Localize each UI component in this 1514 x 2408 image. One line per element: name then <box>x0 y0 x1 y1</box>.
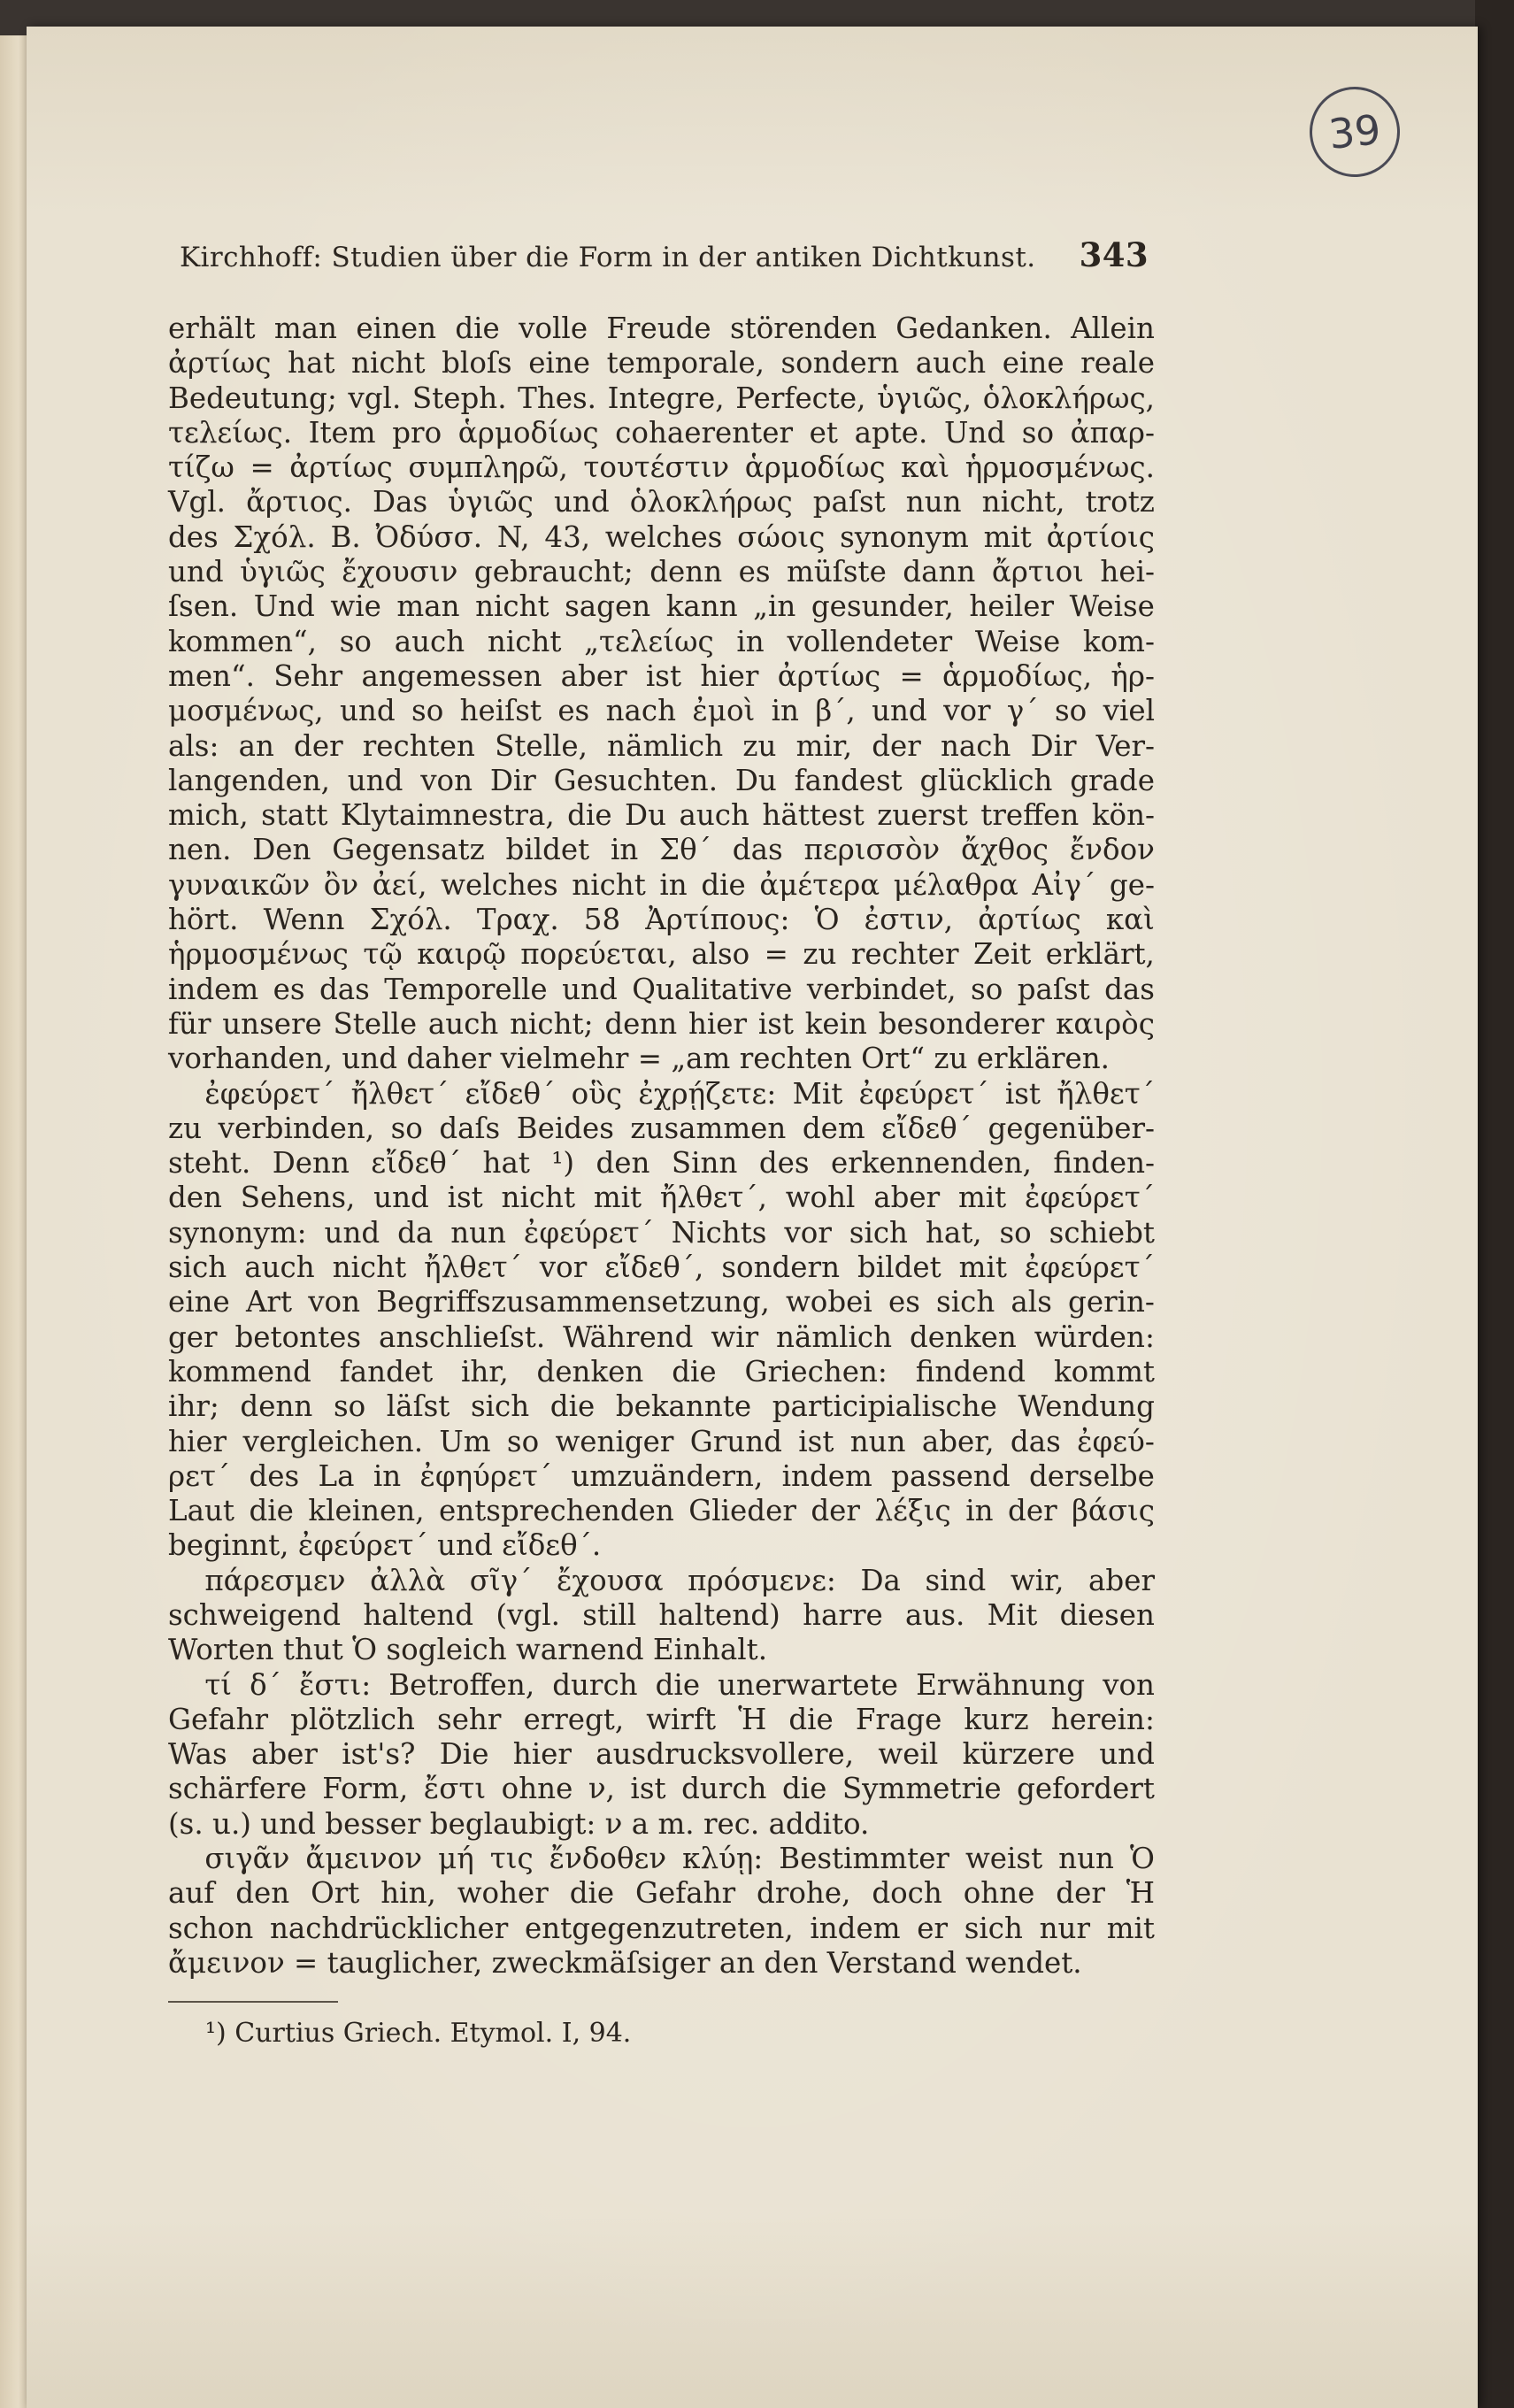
text-line: langenden, und von Dir Gesuchten. Du fandest glücklich grade <box>168 763 1155 797</box>
text-line: indem es das Temporelle und Qualitative verbindet, so paſst das <box>168 972 1155 1006</box>
text-line: Laut die kleinen, entsprechenden Glieder der λέξις in der βάσις <box>168 1494 1155 1528</box>
text-line: sich auch nicht ἤλθετ΄ vor εἴδεθ΄, sondern bildet mit ἐφεύρετ΄ <box>168 1250 1155 1285</box>
text-line: zu verbinden, so daſs Beides zusammen dem εἴδεθ΄ gegenüber- <box>168 1111 1155 1145</box>
text-line: (s. u.) und besser beglaubigt: ν a m. rec. addito. <box>168 1806 870 1841</box>
text-line: vorhanden, und daher vielmehr = „am rechten Ort“ zu erklären. <box>168 1042 1110 1076</box>
folio-number: 39 <box>1326 105 1383 158</box>
text-line: schärfere Form, ἔστι ohne ν, ist durch die Symmetrie gefordert <box>168 1772 1155 1806</box>
text-line: nen. Den Gegensatz bildet in Σθ΄ das περισσὸν ἄχθος ἔνδον <box>168 833 1155 867</box>
text-line: γυναικῶν ὂν ἀεί, welches nicht in die ἀμέτερα μέλαθρα Αἰγ΄ ge- <box>168 867 1155 902</box>
text-line: Vgl. ἄρτιος. Das ὑγιῶς und ὁλοκλήρως paſst nun nicht, trotz <box>168 485 1155 519</box>
text-line: erhält man einen die volle Freude störenden Gedanken. Allein <box>168 312 1155 345</box>
text-line: τελείως. Item pro ἁρμοδίως cohaerenter et apte. Und so ἀπαρ- <box>168 415 1155 450</box>
text-line: beginnt, ἐφεύρετ΄ und εἴδεθ΄. <box>168 1528 602 1563</box>
footnote-rule <box>168 2001 338 2003</box>
text-line: πάρεσμεν ἀλλὰ σῖγ΄ ἔχουσα πρόσμενε: Da sind wir, aber <box>168 1563 1155 1597</box>
text-line: men“. Sehr angemessen aber ist hier ἀρτίως = ἁρμοδίως, ἡρ- <box>168 658 1155 693</box>
text-line: synonym: und da nun ἐφεύρετ΄ Nichts vor sich hat, so schiebt <box>168 1215 1155 1250</box>
text-line: des Σχόλ. B. Ὀδύσσ. N, 43, welches σώοις synonym mit ἀρτίοις <box>168 519 1155 554</box>
text-line: Gefahr plötzlich sehr erregt, wirft Ἡ die Frage kurz herein: <box>168 1702 1155 1736</box>
footnote: ¹) Curtius Griech. Etymol. I, 94. <box>205 2018 632 2049</box>
text-line: schweigend haltend (vgl. still haltend) harre aus. Mit diesen <box>168 1597 1155 1632</box>
text-line: ihr; denn so läſst sich die bekannte participialische Wendung <box>168 1389 1155 1424</box>
text-line: hier vergleichen. Um so weniger Grund ist nun aber, das ἐφεύ- <box>168 1424 1155 1458</box>
text-line: τί δ΄ ἔστι: Betroffen, durch die unerwartete Erwähnung von <box>168 1667 1155 1702</box>
text-line: ἀρτίως hat nicht bloſs eine temporale, sondern auch eine reale <box>168 346 1155 381</box>
facing-page-edge <box>0 35 30 2408</box>
text-line: hört. Wenn Σχόλ. Τραχ. 58 Ἀρτίπους: Ὁ ἐστιν, ἀρτίως καὶ <box>168 903 1155 937</box>
text-line: als: an der rechten Stelle, nämlich zu mir, der nach Dir Ver- <box>168 728 1155 763</box>
body-text <box>168 312 1155 1981</box>
text-line: auf den Ort hin, woher die Gefahr drohe, doch ohne der Ἡ <box>168 1876 1155 1911</box>
text-line: σιγᾶν ἄμεινον μή τις ἔνδοθεν κλύῃ: Bestimmter weist nun Ὁ <box>168 1842 1155 1876</box>
dark-background-edge <box>1475 0 1514 2408</box>
running-title: Kirchhoff: Studien über die Form in der antiken Dichtkunst. <box>180 242 1036 273</box>
text-line: ἐφεύρετ΄ ἤλθετ΄ εἴδεθ΄ οὓς ἐχρῄζετε: Mit ἐφεύρετ΄ ist ἤλθετ΄ <box>168 1076 1155 1111</box>
running-header <box>180 235 1149 276</box>
page-number: 343 <box>1079 235 1149 274</box>
text-line: und ὑγιῶς ἔχουσιν gebraucht; denn es müſste dann ἄρτιοι hei- <box>168 555 1155 589</box>
text-line: kommen“, so auch nicht „τελείως in vollendeter Weise kom- <box>168 624 1155 658</box>
text-line: für unsere Stelle auch nicht; denn hier ist kein besonderer καιρὸς <box>168 1006 1155 1041</box>
text-line: μοσμένως, und so heiſst es nach ἐμοὶ in β΄, und vor γ΄ so viel <box>168 694 1155 728</box>
text-line: ſsen. Und wie man nicht sagen kann „in gesunder, heiler Weise <box>168 589 1155 624</box>
text-line: den Sehens, und ist nicht mit ἤλθετ΄, wohl aber mit ἐφεύρετ΄ <box>168 1181 1155 1215</box>
text-line: mich, statt Klytaimnestra, die Du auch hättest zuerst treffen kön- <box>168 798 1155 833</box>
text-line: ger betontes anschlieſst. Während wir nämlich denken würden: <box>168 1319 1155 1354</box>
text-line: ἄμεινον = tauglicher, zweckmäſsiger an den Verstand wendet. <box>168 1945 1082 1980</box>
text-line: eine Art von Begriffszusammensetzung, wobei es sich als gerin- <box>168 1285 1155 1319</box>
text-line: Was aber ist's? Die hier ausdrucksvollere, weil kürzere und <box>168 1737 1155 1772</box>
text-line: steht. Denn εἴδεθ΄ hat ¹) den Sinn des erkennenden, finden- <box>168 1146 1155 1181</box>
text-line: schon nachdrücklicher entgegenzutreten, indem er sich nur mit <box>168 1911 1155 1945</box>
text-line: ρετ΄ des La in ἐφηύρετ΄ umzuändern, indem passend derselbe <box>168 1458 1155 1493</box>
text-line: τίζω = ἀρτίως συμπληρῶ, τουτέστιν ἁρμοδίως καὶ ἡρμοσμένως. <box>168 450 1155 485</box>
text-line: kommend fandet ihr, denken die Griechen: findend kommt <box>168 1354 1155 1389</box>
text-line: Bedeutung; vgl. Steph. Thes. Integre, Perfecte, ὑγιῶς, ὁλοκλήρως, <box>168 381 1155 415</box>
text-line: ἡρμοσμένως τῷ καιρῷ πορεύεται, also = zu rechter Zeit erklärt, <box>168 937 1155 972</box>
text-line: Worten thut Ὁ sogleich warnend Einhalt. <box>168 1633 768 1667</box>
